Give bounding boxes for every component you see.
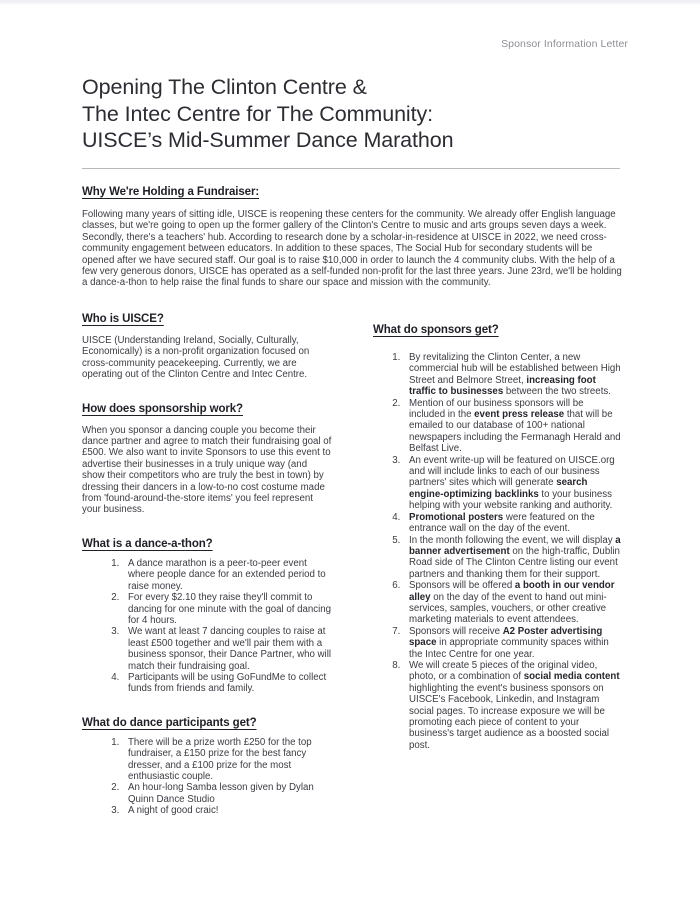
list-item	[403, 512, 621, 535]
emphasis-text: A2 Poster advertising space	[409, 625, 603, 649]
title-line-3: UISCE’s Mid-Summer Dance Marathon	[82, 128, 454, 152]
body-text: between the two streets.	[503, 386, 611, 398]
emphasis-text: a booth in our vendor alley	[409, 580, 615, 603]
body-text: that will be emailed to our database of 100+ national newspapers including the Fermanagh Herald and Belfast Live.	[409, 409, 621, 455]
page-title	[82, 74, 627, 154]
section-who-is-uisce	[82, 313, 332, 381]
right-column	[373, 324, 621, 751]
list-item: 3. A night of good craic!	[122, 805, 332, 816]
body-text: An event write-up will be featured on UISCE.org and will include links to each of our business partners' sites which will generate	[409, 454, 615, 489]
emphasis-text: social media content	[523, 671, 620, 683]
section-heading-dance-a-thon: What is a dance-a-thon?	[82, 537, 213, 550]
body-text: were featured on the entrance wall on the day of the event.	[409, 511, 595, 535]
body-text: on the day of the event to hand out mini-services, samples, vouchers, or other creative marketing materials to event attendees.	[409, 591, 607, 626]
paragraph-how-sponsorship-works: When you sponsor a dancing couple you become their dance partner and agree to match their fundraising goal of £500. We also want to invite Sponsors to use this event to advertise their businesses in a truly unique way (and show their competitors who are truly the best in town) by dressing their dancers in a low-to-no cost costume made from 'found-around-the-store items' you feel represent your business.	[82, 424, 332, 516]
list-dance-a-thon	[82, 558, 332, 695]
emphasis-text: Promotional posters	[409, 511, 504, 523]
left-column	[82, 313, 332, 817]
list-item: 1. A dance marathon is a peer-to-peer event where people dance for an extended period to raise money.	[122, 558, 332, 592]
paragraph-who-is-uisce: UISCE (Understanding Ireland, Socially, Culturally, Economically) is a non-profit organization focused on cross-community peacekeeping. Currently, we are operating out of the Clinton Centre and Intec Centre.	[82, 335, 310, 381]
list-item	[403, 398, 621, 455]
title-line-2: The Intec Centre for The Community:	[82, 101, 433, 126]
list-item	[403, 455, 621, 512]
list-item	[403, 535, 621, 581]
emphasis-text: search engine-optimizing backlinks	[409, 477, 588, 500]
list-sponsors-get	[373, 352, 621, 751]
emphasis-text: a banner advertisement	[409, 534, 621, 557]
section-why-fundraiser	[82, 186, 259, 198]
body-text: Sponsors will receive	[409, 625, 503, 637]
body-text: Mention of our business sponsors will be included in the	[409, 397, 584, 421]
list-participants-get	[82, 737, 332, 817]
list-item: 4. Participants will be using GoFundMe to collect funds from friends and family.	[122, 672, 332, 695]
list-item	[403, 352, 621, 398]
list-item	[403, 660, 621, 751]
section-heading-who-is-uisce: Who is UISCE?	[82, 313, 164, 325]
section-heading-how-sponsorship-works: How does sponsorship work?	[82, 402, 243, 415]
document-header-tag: Sponsor Information Letter	[501, 38, 628, 50]
list-item	[403, 626, 621, 660]
section-participants-get	[82, 717, 332, 817]
list-item: 2. For every $2.10 they raise they'll commit to dancing for one minute with the goal of dancing for 4 hours.	[122, 592, 332, 626]
body-text: to your business helping with your website ranking and authority.	[409, 488, 613, 512]
section-how-sponsorship-works	[82, 403, 332, 516]
body-text: We will create 5 pieces of the original video, photo, or a combination of	[409, 659, 598, 683]
list-item: 1. There will be a prize worth £250 for the top fundraiser, a £150 prize for the best fancy dresser, and a £100 prize for the most enthusiastic couple.	[122, 737, 332, 783]
title-line-1: Opening The Clinton Centre &	[82, 75, 367, 99]
list-item: 3. We want at least 7 dancing couples to raise at least £500 together and we'll pair them with a business sponsor, their Dance Partner, who will match their fundraising goal.	[122, 626, 332, 672]
section-dance-a-thon	[82, 538, 332, 695]
section-sponsors-get	[373, 324, 621, 751]
body-text: In the month following the event, we will display	[409, 534, 616, 546]
body-text: in appropriate community spaces within the Intec Centre for one year.	[409, 637, 609, 660]
body-text: By revitalizing the Clinton Center, a new commercial hub will be established between High Street and Belmore Street,	[409, 352, 621, 386]
section-body-why-fundraiser	[82, 209, 622, 289]
paragraph-why-fundraiser: Following many years of sitting idle, UISCE is reopening these centers for the community. We already offer English language classes, but we're going to open up the former gallery of the Clinton's Centre to music and arts groups seven days a week. Secondly, there's a teachers' hub. According to research done by a scholar-in-residence at UISCE in 2022, we need cross-community engagement between educators. In addition to these spaces, The Social Hub for secondary students will be opened after we have secured staff. Our goal is to raise $10,000 in order to launch the 4 community clubs. With the help of a few very generous donors, UISCE has operated as a self-funded non-profit for the last three years. June 23rd, we'll be holding a dance-a-thon to help raise the final funds to share our space and mission with the community.	[82, 209, 622, 289]
body-text: highlighting the event's business sponsors on UISCE's Facebook, Linkedin, and Instagram social pages. To increase exposure we will be promoting each piece of content to your business's target audience as a boosted social post.	[409, 682, 610, 751]
section-heading-sponsors-get: What do sponsors get?	[373, 324, 499, 336]
body-text: Sponsors will be offered	[409, 580, 515, 592]
emphasis-text: increasing foot traffic to businesses	[409, 374, 596, 398]
list-item	[403, 580, 621, 626]
section-heading-why-fundraiser: Why We're Holding a Fundraiser:	[82, 186, 260, 198]
body-text: on the high-traffic, Dublin Road side of The Clinton Centre listing our event partners and thanking them for their support.	[409, 545, 620, 580]
emphasis-text: event press release	[474, 409, 565, 421]
section-heading-participants-get: What do dance participants get?	[82, 716, 257, 729]
list-item: 2. An hour-long Samba lesson given by Dylan Quinn Dance Studio	[122, 782, 332, 805]
title-divider	[82, 168, 620, 169]
